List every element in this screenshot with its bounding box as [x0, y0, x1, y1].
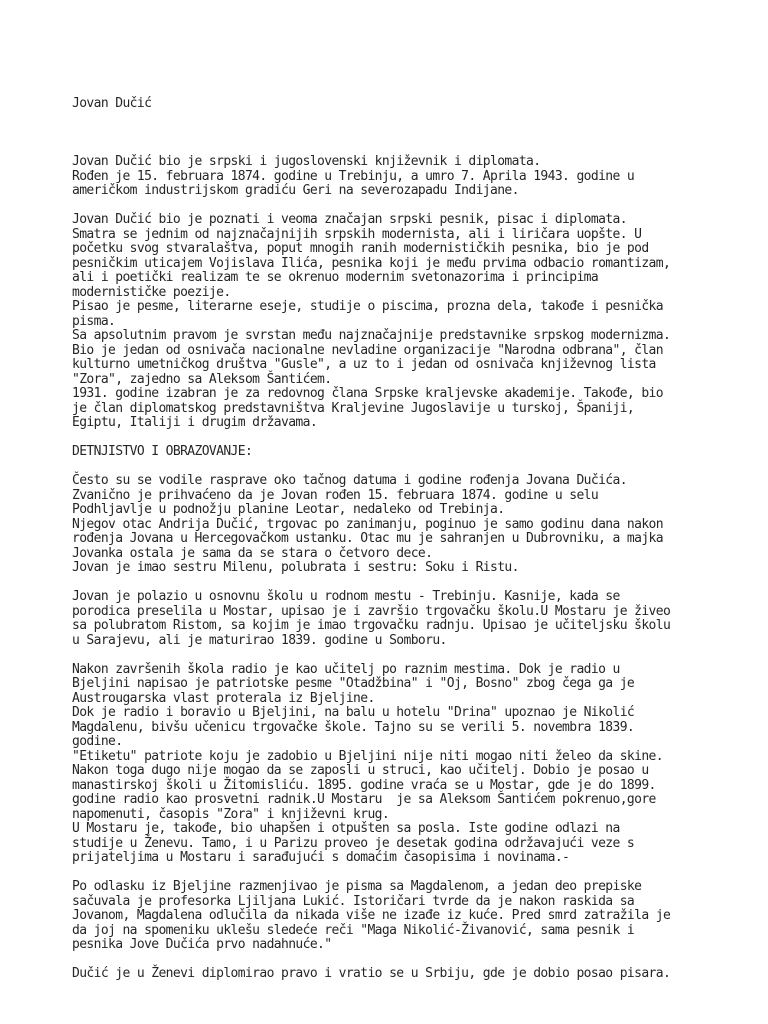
- text-line: Egiptu, Italiji i drugim državama.: [72, 415, 318, 430]
- text-line: Jovanka ostala je sama da se stara o četvoro dece.: [72, 545, 433, 561]
- text-line: napomenuti, časopis "Zora" i književni krug.: [72, 806, 390, 822]
- text-line: Nakon toga dugo nije mogao da se zaposli u struci, kao učitelj. Dobio je posao u: [72, 763, 649, 778]
- text-line: Jovan je polazio u osnovnu školu u rodnom mestu - Trebinju. Kasnije, kada se: [72, 589, 620, 604]
- paragraph: [72, 474, 762, 576]
- text-line: Magdalenu, bivšu učenicu trgovačke škole. Tajno su se verili 5. novembra 1839.: [72, 719, 635, 735]
- document-page: [72, 68, 762, 1011]
- text-line: Podhljavlje u podnožju planine Leotar, nedaleko od Trebinja.: [72, 502, 505, 517]
- document-title: Jovan Dučić: [72, 96, 152, 111]
- text-line: Austrougarska vlast proterala iz Bjeljine.: [72, 690, 375, 706]
- text-line: Po odlasku iz Bjeljine razmenjivao je pisma sa Magdalenom, a jedan deo prepiske: [72, 879, 642, 894]
- paragraph: [72, 213, 762, 431]
- text-line: pesničkim uticajem Vojislava Ilića, pesnika koji je među prvima odbacio romantizam,: [72, 255, 671, 271]
- paragraph: [72, 445, 762, 460]
- paragraph: [72, 967, 762, 982]
- text-line: je član diplomatskog predstavništva Kraljevine Jugoslavije u turskoj, Španiji,: [72, 400, 635, 416]
- paragraph: [72, 663, 762, 866]
- text-line: pisma.: [72, 313, 116, 329]
- text-line: Dok je radio i boravio u Bjeljini, na balu u hotelu "Drina" upoznao je Nikolić: [72, 705, 635, 720]
- paragraph: [72, 880, 762, 953]
- text-line: rođenja Jovana u Hercegovačkom ustanku. Otac mu je sahranjen u Dubrovniku, a majka: [72, 531, 663, 546]
- text-line: manastirskoj školi u Žitomisliću. 1895. godine vraća se u Mostar, gde je do 1899.: [72, 777, 656, 793]
- text-line: prijateljima u Mostaru i sarađujući s domaćim časopisima i novinama.-: [72, 850, 570, 865]
- text-line: Jovanom, Magdalena odlučila da nikada više ne izađe iz kuće. Pred smrd zatražila je: [72, 908, 671, 923]
- text-line: Sa apsolutnim pravom je svrstan među najznačajnije predstavnike srpskog modernizma.: [72, 328, 671, 343]
- paragraph: [72, 155, 762, 199]
- text-line: Dučić je u Ženevi diplomirao pravo i vratio se u Srbiju, gde je dobio posao pisara.: [72, 966, 671, 981]
- text-line: Često su se vodile rasprave oko tačnog datuma i godine rođenja Jovana Dučića.: [72, 473, 627, 488]
- text-line: Smatra se jednim od najznačajnijih srpskih modernista, ali i liričara uopšte. U: [72, 226, 642, 242]
- text-line: Bjeljini napisao je patriotske pesme "Otadžbina" i "Oj, Bosno" zbog čega ga je: [72, 676, 635, 691]
- text-line: modernističke poezije.: [72, 284, 231, 300]
- text-line: u Sarajevu, ali je maturirao 1839. godine u Somboru.: [72, 632, 447, 648]
- text-line: studije u Ženevu. Tamo, i u Parizu proveo je desetak godina održavajući veze s: [72, 835, 635, 851]
- text-line: porodica preselila u Mostar, upisao je i završio trgovačku školu.U Mostaru je živeo: [72, 603, 671, 619]
- paragraph: [72, 590, 762, 648]
- text-line: početku svog stvaralaštva, poput mnogih ranih modernističkih pesnika, bio je pod: [72, 241, 649, 256]
- text-line: Njegov otac Andrija Dučić, trgovac po zanimanju, poginuo je samo godinu dana nakon: [72, 516, 663, 532]
- text-line: ali i poetički realizam te se okrenuo modernim svetonazorima i principima: [72, 270, 599, 285]
- text-line: pesnika Jove Dučića prvo nadahnuće.": [72, 937, 332, 952]
- text-line: sa polubratom Ristom, sa kojim je imao trgovačku radnju. Upisao je učiteljsku školu: [72, 618, 671, 633]
- text-line: "Etiketu" patriote koju je zadobio u Bjeljini nije niti mogao niti želeo da skine.: [72, 748, 663, 764]
- text-line: da joj na spomeniku uklešu sledeće reči "Maga Nikolić-Živanović, sama pesnik i: [72, 922, 635, 938]
- text-line: "Zora", zajedno sa Aleksom Šantićem.: [72, 371, 332, 387]
- text-line: Nakon završenih škola radio je kao učitelj po raznim mestima. Dok je radio u: [72, 661, 620, 677]
- text-line: godine radio kao prosvetni radnik.U Mostaru je sa Aleksom Šantićem pokrenuo,gore: [72, 792, 656, 807]
- text-line: godine.: [72, 734, 123, 749]
- text-line: Jovan Dučić bio je srpski i jugoslovenski književnik i diplomata.: [72, 154, 541, 169]
- text-line: Zvanično je prihvaćeno da je Jovan rođen 15. februara 1874. godine u selu: [72, 487, 599, 503]
- text-line: Pisao je pesme, literarne eseje, studije o piscima, prozna dela, takođe i pesnička: [72, 299, 663, 314]
- text-line: U Mostaru je, takođe, bio uhapšen i otpušten sa posla. Iste godine odlazi na: [72, 821, 620, 836]
- text-line: kulturno umetničkog društva "Gusle", a uz to i jedan od osnivača književnog lista: [72, 357, 656, 372]
- text-line: Jovan je imao sestru Milenu, polubrata i sestru: Soku i Ristu.: [72, 560, 519, 575]
- document-body: [72, 155, 762, 982]
- text-line: Rođen je 15. februara 1874. godine u Trebinju, a umro 7. Aprila 1943. godine u: [72, 168, 635, 184]
- text-line: sačuvala je profesorka Ljiljana Lukić. Istoričari tvrde da je nakon raskida sa: [72, 893, 635, 909]
- text-line: DETNJISTVO I OBRAZOVANJE:: [72, 444, 253, 459]
- text-line: američkom industrijskom gradiću Geri na severozapadu Indijane.: [72, 183, 519, 198]
- text-line: 1931. godine izabran je za redovnog člana Srpske kraljevske akademije. Takođe, bio: [72, 386, 663, 401]
- text-line: Bio je jedan od osnivača nacionalne nevladine organizacije "Narodna odbrana", član: [72, 342, 663, 358]
- text-line: Jovan Dučić bio je poznati i veoma značajan srpski pesnik, pisac i diplomata.: [72, 212, 627, 227]
